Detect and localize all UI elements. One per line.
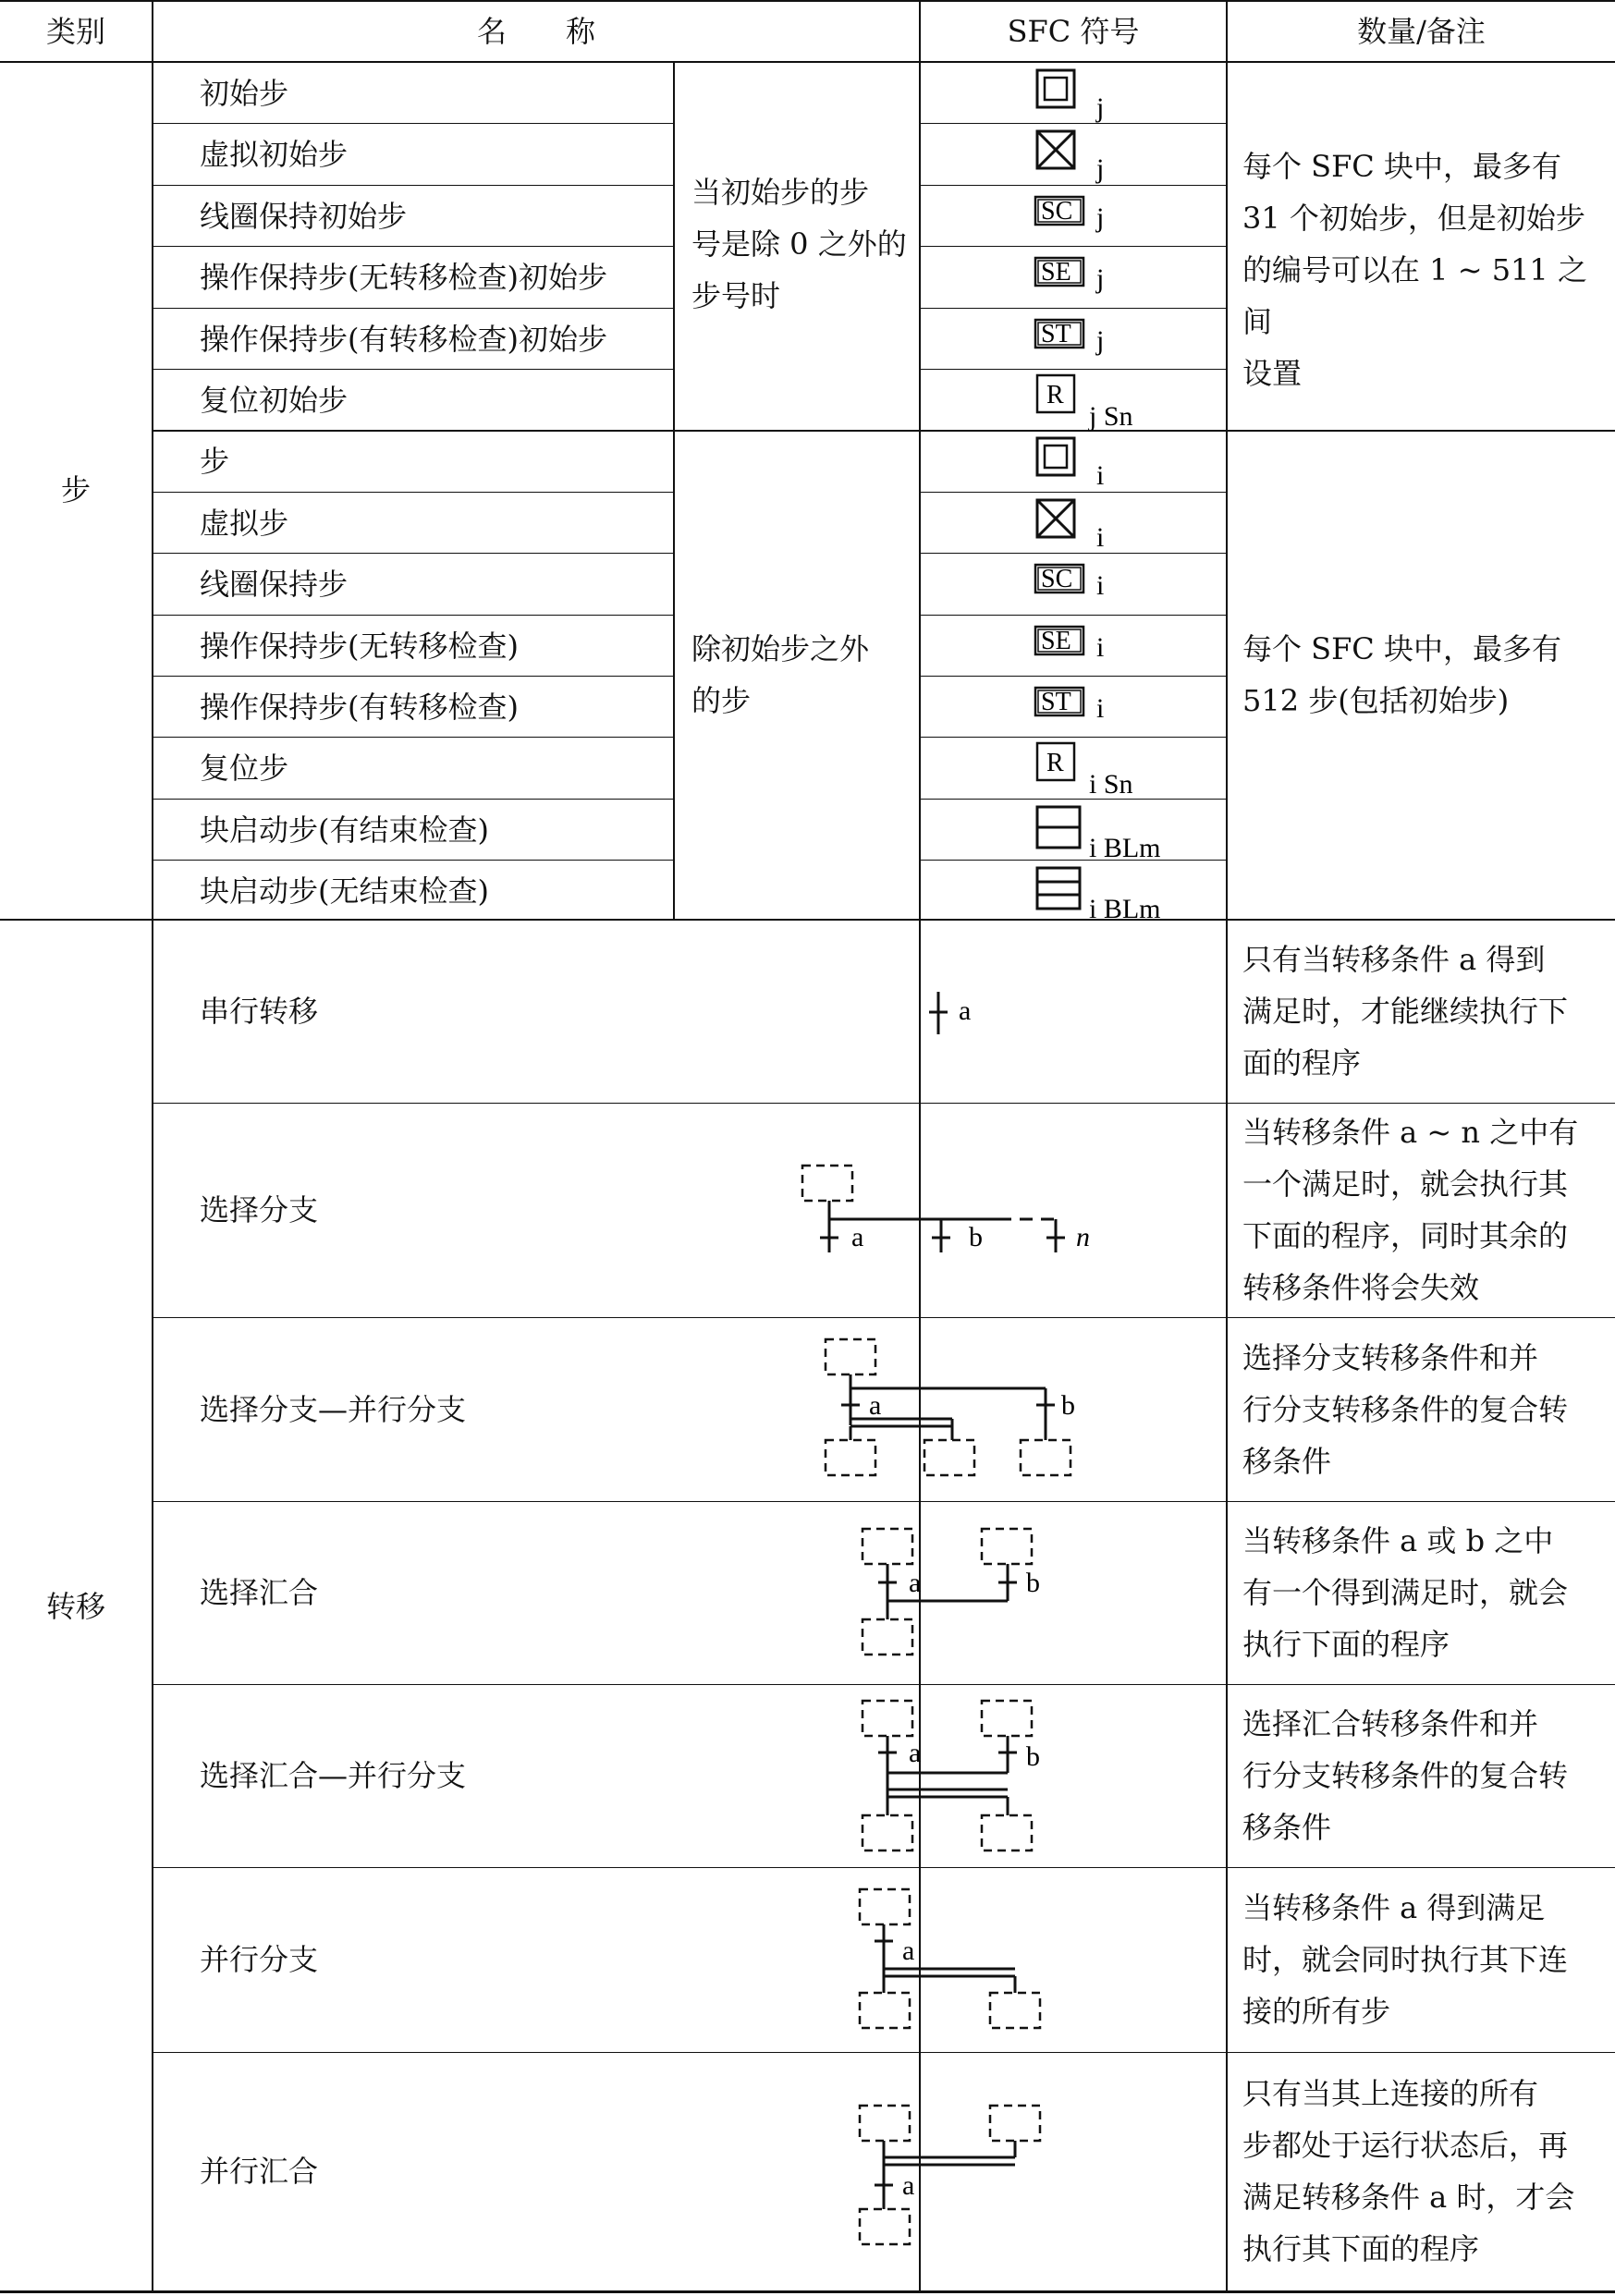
remark-column-divider xyxy=(1226,0,1228,2290)
step-symbol xyxy=(1017,493,1202,554)
step-row-separator xyxy=(153,553,673,554)
step-symbol xyxy=(1017,554,1202,615)
step-symbol xyxy=(1017,247,1202,308)
header-symbol: SFC 符号 xyxy=(1007,14,1140,49)
transition-name: 选择汇合 xyxy=(200,1575,319,1610)
step-suffix: j xyxy=(1096,263,1105,295)
step-name: 操作保持步(有转移检查)初始步 xyxy=(200,321,607,357)
step-symbol xyxy=(1017,431,1202,492)
step-suffix: j xyxy=(1096,324,1105,356)
category-column-divider xyxy=(152,0,153,2290)
step-row-separator xyxy=(153,308,673,309)
step-name: 块启动步(有结束检查) xyxy=(200,812,489,848)
category-step: 步 xyxy=(60,472,91,507)
step-suffix: i xyxy=(1096,570,1105,602)
selective-merge-diagram xyxy=(909,1501,1226,1684)
step-box-label: SE xyxy=(1041,626,1071,655)
step-symbol xyxy=(1017,186,1202,247)
condition-label: a xyxy=(869,1390,882,1421)
step-row-separator xyxy=(153,369,673,370)
transition-row-separator xyxy=(153,2052,1615,2053)
step-box-label: R xyxy=(1046,381,1064,409)
step-suffix: i xyxy=(1096,521,1105,553)
table-bottom-border xyxy=(0,2290,1615,2293)
transition-remark: 当转移条件 a ~ n 之中有 一个满足时，就会执行其 下面的程序，同时其余的 转移条件将会失效 xyxy=(1242,1115,1579,1305)
condition-label: b xyxy=(1061,1390,1075,1421)
step-suffix: i xyxy=(1096,460,1105,492)
step-symbol xyxy=(1017,63,1202,124)
step-remark: 每个 SFC 块中，最多有 512 步(包括初始步) xyxy=(1242,631,1561,718)
step-symbol xyxy=(1017,124,1202,185)
step-name: 步 xyxy=(200,444,230,480)
step-row-separator xyxy=(153,615,673,616)
step-symbol xyxy=(1017,677,1202,738)
transition-remark: 只有当其上连接的所有 步都处于运行状态后，再 满足转移条件 a 时，才会 执行其下面的程序 xyxy=(1242,2076,1575,2266)
step-row-separator xyxy=(153,799,673,800)
condition-label: a xyxy=(851,1222,864,1252)
transition-remark: 只有当转移条件 a 得到 满足时，才能继续执行下 面的程序 xyxy=(1242,942,1569,1081)
transition-row-separator xyxy=(153,1501,1615,1502)
selective-merge-parallel-diagram xyxy=(909,1684,1226,1867)
header-bottom-border xyxy=(0,61,1615,63)
transition-remark: 选择分支转移条件和并 行分支转移条件的复合转 移条件 xyxy=(1242,1339,1569,1479)
selective-parallel-branch-diagram xyxy=(869,1317,1226,1501)
condition-label: a xyxy=(902,2170,915,2201)
step-suffix: i Sn xyxy=(1089,769,1133,800)
condition-label: a xyxy=(902,1936,915,1966)
step-box-label: SC xyxy=(1041,565,1073,594)
step-name: 虚拟步 xyxy=(200,505,289,541)
condition-column-divider xyxy=(673,61,675,920)
initial-step-condition: 当初始步的步 号是除 0 之外的 步号时 xyxy=(691,175,907,313)
initial-step-remark: 每个 SFC 块中，最多有 31 个初始步，但是初始步 的编号可以在 1 ~ 511 之间 设置 xyxy=(1242,149,1587,391)
step-box-label: ST xyxy=(1041,319,1071,348)
step-name: 虚拟初始步 xyxy=(200,137,349,173)
transition-remark: 当转移条件 a 得到满足 时，就会同时执行其下连 接的所有步 xyxy=(1242,1890,1569,2029)
transition-name: 串行转移 xyxy=(200,994,319,1029)
condition-label: a xyxy=(959,995,972,1026)
step-suffix: j Sn xyxy=(1089,401,1133,432)
step-name: 初始步 xyxy=(200,76,289,111)
step-box-label: SC xyxy=(1041,196,1073,226)
step-suffix: i BLm xyxy=(1089,894,1161,925)
transition-remark: 当转移条件 a 或 b 之中 有一个得到满足时，就会 执行下面的程序 xyxy=(1242,1523,1569,1662)
serial-transition-symbol xyxy=(921,920,1226,1103)
step-row-separator xyxy=(153,492,673,493)
transition-row-separator xyxy=(153,1317,1615,1318)
step-suffix: i xyxy=(1096,693,1105,724)
step-name: 操作保持步(无转移检查)初始步 xyxy=(200,260,607,296)
step-box-label: R xyxy=(1046,749,1064,778)
step-name: 线圈保持步 xyxy=(200,567,349,603)
selective-branch-diagram xyxy=(851,1103,1226,1317)
header-remark: 数量/备注 xyxy=(1357,14,1486,49)
category-transition: 转移 xyxy=(45,1589,105,1624)
condition-label: b xyxy=(969,1222,983,1252)
transition-row-separator xyxy=(153,1684,1615,1685)
step-suffix: j xyxy=(1096,202,1105,233)
transition-row-separator xyxy=(153,1867,1615,1868)
step-row-separator xyxy=(153,676,673,677)
step-symbol xyxy=(1017,616,1202,677)
step-name: 操作保持步(无转移检查) xyxy=(200,628,519,664)
step-suffix: j xyxy=(1096,153,1105,185)
step-box-label: SE xyxy=(1041,258,1071,287)
parallel-merge-diagram xyxy=(902,2052,1226,2290)
step-symbol xyxy=(1017,370,1202,431)
transition-row-separator xyxy=(153,1103,1615,1104)
header-category: 类别 xyxy=(45,14,105,49)
step-row-separator xyxy=(153,123,673,124)
step-row-separator xyxy=(153,185,673,186)
transition-name: 选择汇合—并行分支 xyxy=(200,1758,467,1793)
step-name: 线圈保持初始步 xyxy=(200,198,408,234)
transition-name: 并行分支 xyxy=(200,1942,319,1977)
condition-label: n xyxy=(1076,1222,1090,1252)
step-symbol xyxy=(1017,309,1202,370)
step-row-separator xyxy=(153,737,673,738)
step-name: 操作保持步(有转移检查) xyxy=(200,690,519,725)
step-symbol xyxy=(1017,738,1202,799)
transition-name: 并行汇合 xyxy=(200,2154,319,2189)
condition-label: a xyxy=(909,1568,922,1598)
step-suffix: i xyxy=(1096,631,1105,663)
transition-name: 选择分支 xyxy=(200,1192,319,1227)
step-symbol xyxy=(1017,861,1202,925)
condition-label: b xyxy=(1026,1568,1040,1598)
step-name: 复位步 xyxy=(200,751,289,787)
table-top-border xyxy=(0,0,1615,2)
step-box-label: ST xyxy=(1041,688,1071,716)
step-row-separator xyxy=(153,860,673,861)
step-row-separator xyxy=(153,246,673,247)
step-name: 复位初始步 xyxy=(200,383,349,418)
transition-name: 选择分支—并行分支 xyxy=(200,1391,467,1427)
condition-label: a xyxy=(909,1738,922,1768)
transition-remark: 选择汇合转移条件和并 行分支转移条件的复合转 移条件 xyxy=(1242,1706,1569,1845)
step-name: 块启动步(无结束检查) xyxy=(200,873,489,910)
condition-label: b xyxy=(1026,1741,1040,1772)
step-symbol xyxy=(1017,800,1202,861)
header-name: 名 称 xyxy=(476,14,595,49)
step-suffix: i BLm xyxy=(1089,832,1161,863)
section-separator xyxy=(0,919,1615,921)
step-group-separator xyxy=(152,430,1615,432)
step-suffix: j xyxy=(1096,92,1105,123)
step-condition: 除初始步之外 的步 xyxy=(691,631,870,718)
parallel-branch-diagram xyxy=(902,1867,1226,2052)
